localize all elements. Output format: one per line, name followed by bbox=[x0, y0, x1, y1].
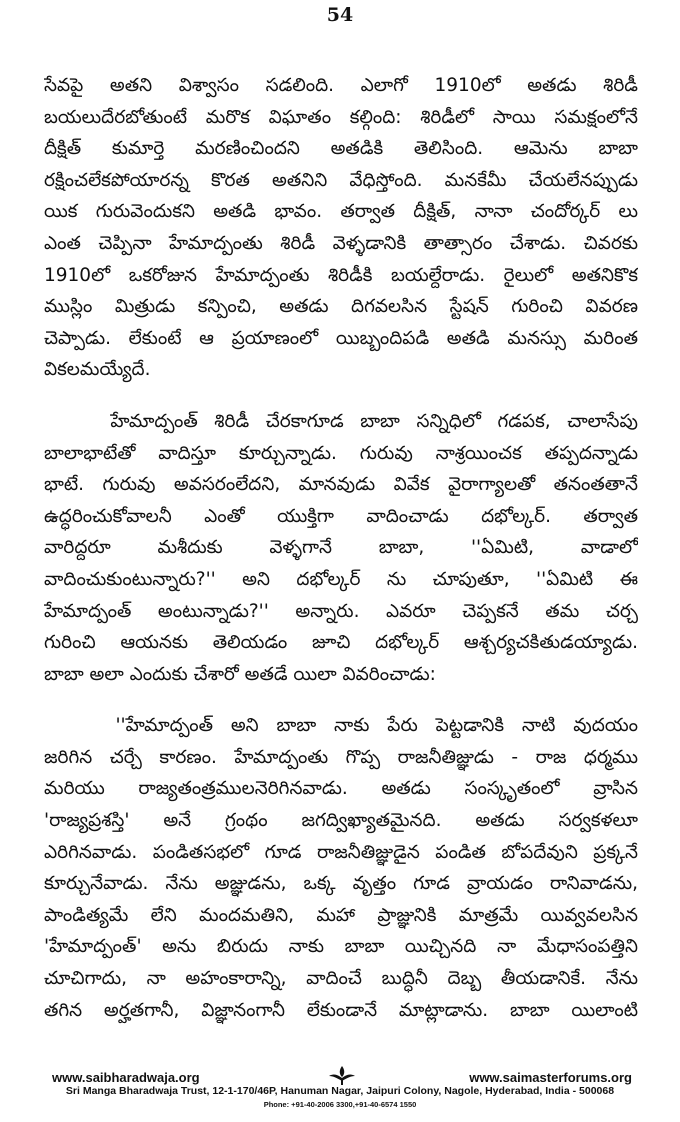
text-line: హేమాద్పంత్ శిరిడీ చేరకాగూడ బాబా సన్నిధిలో గడపక, చాలాసేపు bbox=[44, 410, 638, 432]
text-line: హేమాద్పంత్ అంటున్నాడు?'' అన్నారు. ఎవరూ చెప్పకనే తమ చర్చ bbox=[44, 600, 638, 622]
page-footer bbox=[0, 1070, 680, 1122]
text-line: చూచిగాదు, నా అహంకారాన్ని, వాదించే బుద్ధినీ దెబ్బ తీయడానికే. నేను bbox=[44, 968, 638, 990]
text-line: వాదించుకుంటున్నారు?'' అని దభోల్కర్ ను చూపుతూ, ''ఏమిటి ఈ bbox=[44, 568, 638, 590]
website-link-right[interactable]: www.saimasterforums.org bbox=[469, 1070, 632, 1085]
text-line: చెప్పాడు. లేకుంటే ఆ ప్రయాణంలో యిబ్బందిపడి అతడి మనస్సు మరింత bbox=[44, 327, 638, 349]
publisher-address: Sri Manga Bharadwaja Trust, 12-1-170/46P, Hanuman Nagar, Jaipuri Colony, Nagole, Hyderabad, India - 500068 bbox=[65, 1085, 615, 1097]
text-line: కూర్చునేవాడు. నేను అజ్ఞుడను, ఒక్క వృత్తం గూడ వ్రాయడం రానివాడను, bbox=[44, 873, 638, 895]
text-line: బాబా అలా ఎందుకు చేశారో అతడే యిలా వివరించాడు: bbox=[44, 663, 436, 685]
text-line: ముస్లిం మిత్రుడు కన్పించి, అతడు దిగవలసిన స్టేషన్ గురించి వివరణ bbox=[44, 296, 638, 318]
text-line: 1910లో ఒకరోజున హేమాద్పంతు శిరిడీకి బయల్దేరాడు. రైలులో అతనికొక bbox=[44, 264, 638, 286]
body-text bbox=[44, 70, 638, 1046]
text-line: సేవపై అతని విశ్వాసం సడలింది. ఎలాగో 1910లో అతడు శిరిడీ bbox=[44, 75, 638, 96]
paragraph bbox=[44, 710, 638, 1026]
text-line: ఉద్ధరించుకోవాలనీ ఎంతో యుక్తిగా వాదించాడు దభోల్కర్. తర్వాత bbox=[44, 505, 638, 527]
text-line: ఎరిగినవాడు. పండితసభలో గూడ రాజనీతిజ్ఞుడైన పండిత బోపదేవుని ప్రక్కనే bbox=[44, 841, 638, 863]
text-line: యిక గురువెందుకని అతడి భావం. తర్వాత దీక్షిత్, నానా చందోర్కర్ లు bbox=[44, 201, 638, 223]
text-line: ''హేమాద్పంత్ అని బాబా నాకు పేరు పెట్టడానికి నాటి వుదయం bbox=[44, 715, 638, 737]
text-line: మరియు రాజ్యతంత్రములనెరిగినవాడు. అతడు సంస్కృతంలో వ్రాసిన bbox=[44, 778, 638, 800]
text-line: భాటే. గురువు అవసరంలేదని, మానవుడు వివేక వైరాగ్యాలతో తనంతతానే bbox=[44, 474, 638, 496]
text-line: వికలమయ్యేదే. bbox=[44, 359, 151, 381]
page-number: 54 bbox=[326, 4, 354, 26]
text-line: 'రాజ్యప్రశస్తి' అనే గ్రంథం జగద్విఖ్యాతమైనది. అతడు సర్వకళలూ bbox=[44, 810, 638, 832]
text-line: బయలుదేరబోతుంటే మరొక విఘాతం కల్గింది: శిరిడీలో సాయి సమక్షంలోనే bbox=[44, 106, 638, 128]
website-link-left[interactable]: www.saibharadwaja.org bbox=[52, 1070, 200, 1085]
text-line: 'హేమాద్పంత్' అను బిరుదు నాకు బాబా యిచ్చినది నా మేధాసంపత్తిని bbox=[44, 936, 638, 958]
text-line: పాండిత్యమే లేని మందమతిని, మహా ప్రాజ్ఞునికి మాత్రమే యివ్వవలసిన bbox=[44, 904, 638, 926]
paragraph bbox=[44, 406, 638, 690]
text-line: ఎంత చెప్పినా హేమాద్పంతు శిరిడీ వెళ్ళడానికి తాత్సారం చేశాడు. చివరకు bbox=[44, 232, 638, 254]
text-line: రక్షించలేకపోయారన్న కొరత అతనిని వేధిస్తోంది. మనకేమీ చేయలేనప్పుడు bbox=[44, 169, 638, 191]
publisher-phone: Phone: +91-40-2006 3300,+91-40-6574 1550 bbox=[263, 1100, 417, 1109]
text-line: గురించి ఆయనకు తెలియడం జూచి దభోల్కర్ ఆశ్చర్యచకితుడయ్యాడు. bbox=[44, 632, 638, 654]
text-line: వారిద్దరూ మశీదుకు వెళ్ళగానే బాబా, ''ఏమిటి, వాడాలో bbox=[44, 537, 638, 559]
paragraph bbox=[44, 70, 638, 386]
ornament-icon bbox=[326, 1064, 358, 1086]
text-line: దీక్షిత్ కుమార్తె మరణించిందని అతడికి తెలిసింది. ఆమెను బాబా bbox=[44, 138, 638, 160]
text-line: బాలాభాటేతో వాదిస్తూ కూర్చున్నాడు. గురువు నాశ్రయించక తప్పదన్నాడు bbox=[44, 442, 638, 464]
text-line: తగిన అర్హతగానీ, విజ్ఞానంగానీ లేకుండానే మాట్లాడాను. బాబా యిలాంటి bbox=[44, 999, 638, 1021]
text-line: జరిగిన చర్చే కారణం. హేమాద్పంతు గొప్ప రాజనీతిజ్ఞుడు - రాజ ధర్మము bbox=[44, 746, 638, 768]
